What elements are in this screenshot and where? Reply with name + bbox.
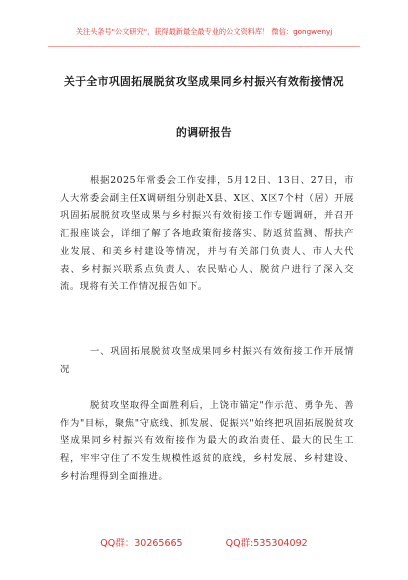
document-title-line1: 关于全市巩固拓展脱贫攻坚成果同乡村振兴有效衔接情况 [64, 75, 344, 88]
header-divider [48, 46, 360, 47]
header-promo-note: 关注头条号"公文研究"，获得最新最全最专业的公文资料库！ 微信：gongwenyj [75, 27, 333, 36]
body-paragraph-section1: 脱贫攻坚取得全面胜利后，上饶市锚定"作示范、勇争先、善作为"目标，聚焦"守底线、抓发展、促振兴"始终把巩固拓展脱贫攻坚成果同乡村振兴有效衔接作为最大的政治责任、最大的民生工程，牢牢守住了不发生规模性返贫的底线，乡村发展、乡村建设、乡村治理得到全面推进。 [60, 400, 354, 482]
document-title-line2: 的调研报告 [176, 126, 232, 139]
footer-contacts [0, 535, 408, 549]
body-paragraph-intro: 根据2025年常委会工作安排，5月12日、13日、27日，市人大常委会副主任X调研组分别赴X县、X区、X区7个村（居）开展巩固拓展脱贫攻坚成果与乡村振兴有效衔接工作专题调研，并召开汇报座谈会，详细了解了各地政策衔接落实、防返贫监测、帮扶产业发展、和美乡村建设等情况，并与有关部门负责人、市人大代表、乡村振兴联系点负责人、农民贴心人、脱贫户进行了深入交流。现将有关工作情况报告如下。 [60, 175, 354, 293]
footer-qq-group-2: QQ群:535304092 [225, 538, 308, 549]
footer-qq-group-1: QQ群：30265665 [100, 538, 183, 549]
section-heading-1: 一、巩固拓展脱贫攻坚成果同乡村振兴有效衔接工作开展情况 [60, 346, 354, 375]
